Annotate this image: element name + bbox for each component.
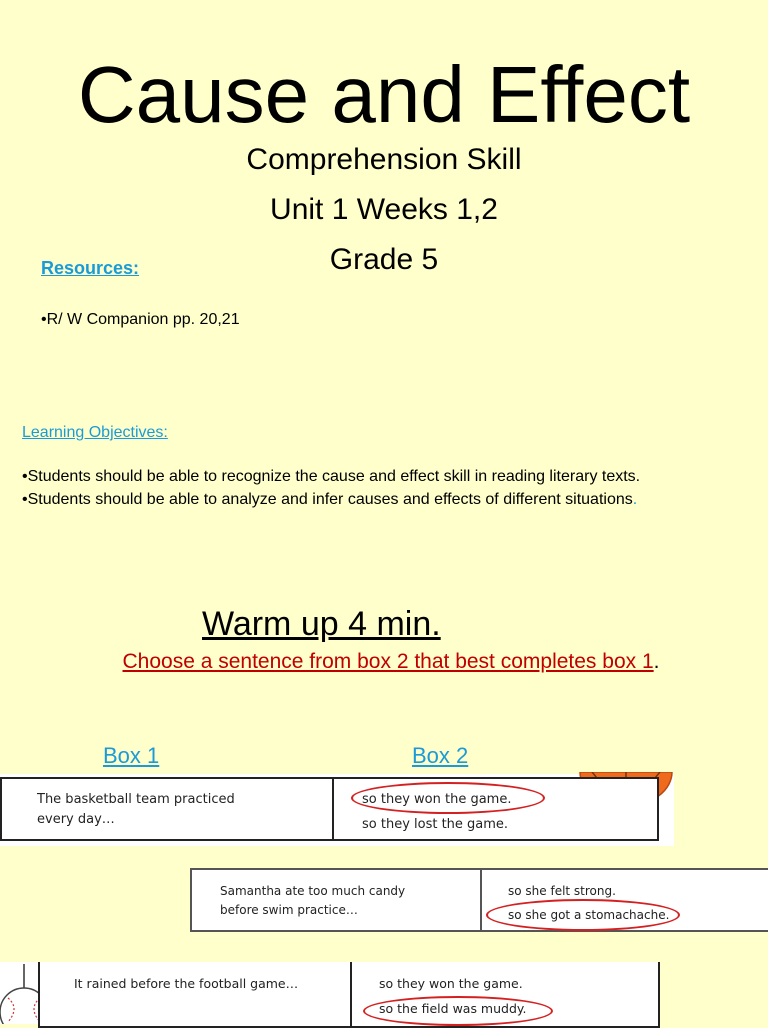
exercise-3-table <box>38 962 660 1028</box>
exercise-2-table <box>190 868 768 932</box>
subtitle-unit: Unit 1 Weeks 1,2 <box>270 193 498 226</box>
exercise-1-answer-circle <box>351 782 545 814</box>
exercise-1-cause-line-1: The basketball team practiced <box>37 792 235 807</box>
subtitle-skill: Comprehension Skill <box>246 143 522 176</box>
exercise-2-option-1[interactable]: so she felt strong. <box>508 884 616 898</box>
exercise-2-option-2[interactable]: so she got a stomachache. <box>508 908 670 922</box>
resources-item: •R/ W Companion pp. 20,21 <box>41 311 240 328</box>
exercise-3-cause-line-1: It rained before the football game… <box>74 976 299 991</box>
box-2-label[interactable]: Box 2 <box>412 743 469 768</box>
box-1-label[interactable]: Box 1 <box>103 743 160 768</box>
exercise-2-cause <box>192 870 482 930</box>
objectives-heading[interactable]: Learning Objectives: <box>22 424 168 441</box>
warmup-title: Warm up 4 min. <box>202 605 441 643</box>
warmup-instruction-period: . <box>653 650 660 673</box>
warmup-instruction-text: Choose a sentence from box 2 that best completes box 1 <box>122 650 654 673</box>
exercise-3-cause <box>40 962 352 1026</box>
objective-item-1: •Students should be able to recognize the cause and effect skill in reading literary texts. <box>22 468 641 485</box>
exercise-2-cause-line-2: before swim practice… <box>220 903 358 917</box>
exercise-1-cause <box>2 779 334 839</box>
exercise-2-cause-line-1: Samantha ate too much candy <box>220 884 406 898</box>
objective-item-2 <box>22 491 637 509</box>
exercise-3-answer-circle <box>363 996 553 1026</box>
page-title: Cause and Effect <box>77 50 691 139</box>
objective-item-2-text: •Students should be able to analyze and infer causes and effects of different situations <box>22 491 633 508</box>
subtitle-grade: Grade 5 <box>329 243 439 276</box>
exercise-3-option-2[interactable]: so the field was muddy. <box>379 1001 527 1016</box>
resources-heading[interactable]: Resources: <box>41 258 140 278</box>
exercise-3-option-1[interactable]: so they won the game. <box>379 976 523 991</box>
exercise-1-table <box>0 777 659 841</box>
objective-item-2-period: . <box>632 491 638 508</box>
exercise-1-cause-line-2: every day… <box>37 812 115 827</box>
warmup-instruction <box>0 650 768 674</box>
exercise-2-answer-circle <box>486 899 680 931</box>
exercise-1-option-2[interactable]: so they lost the game. <box>362 817 509 832</box>
exercise-1-option-1[interactable]: so they won the game. <box>362 792 512 807</box>
